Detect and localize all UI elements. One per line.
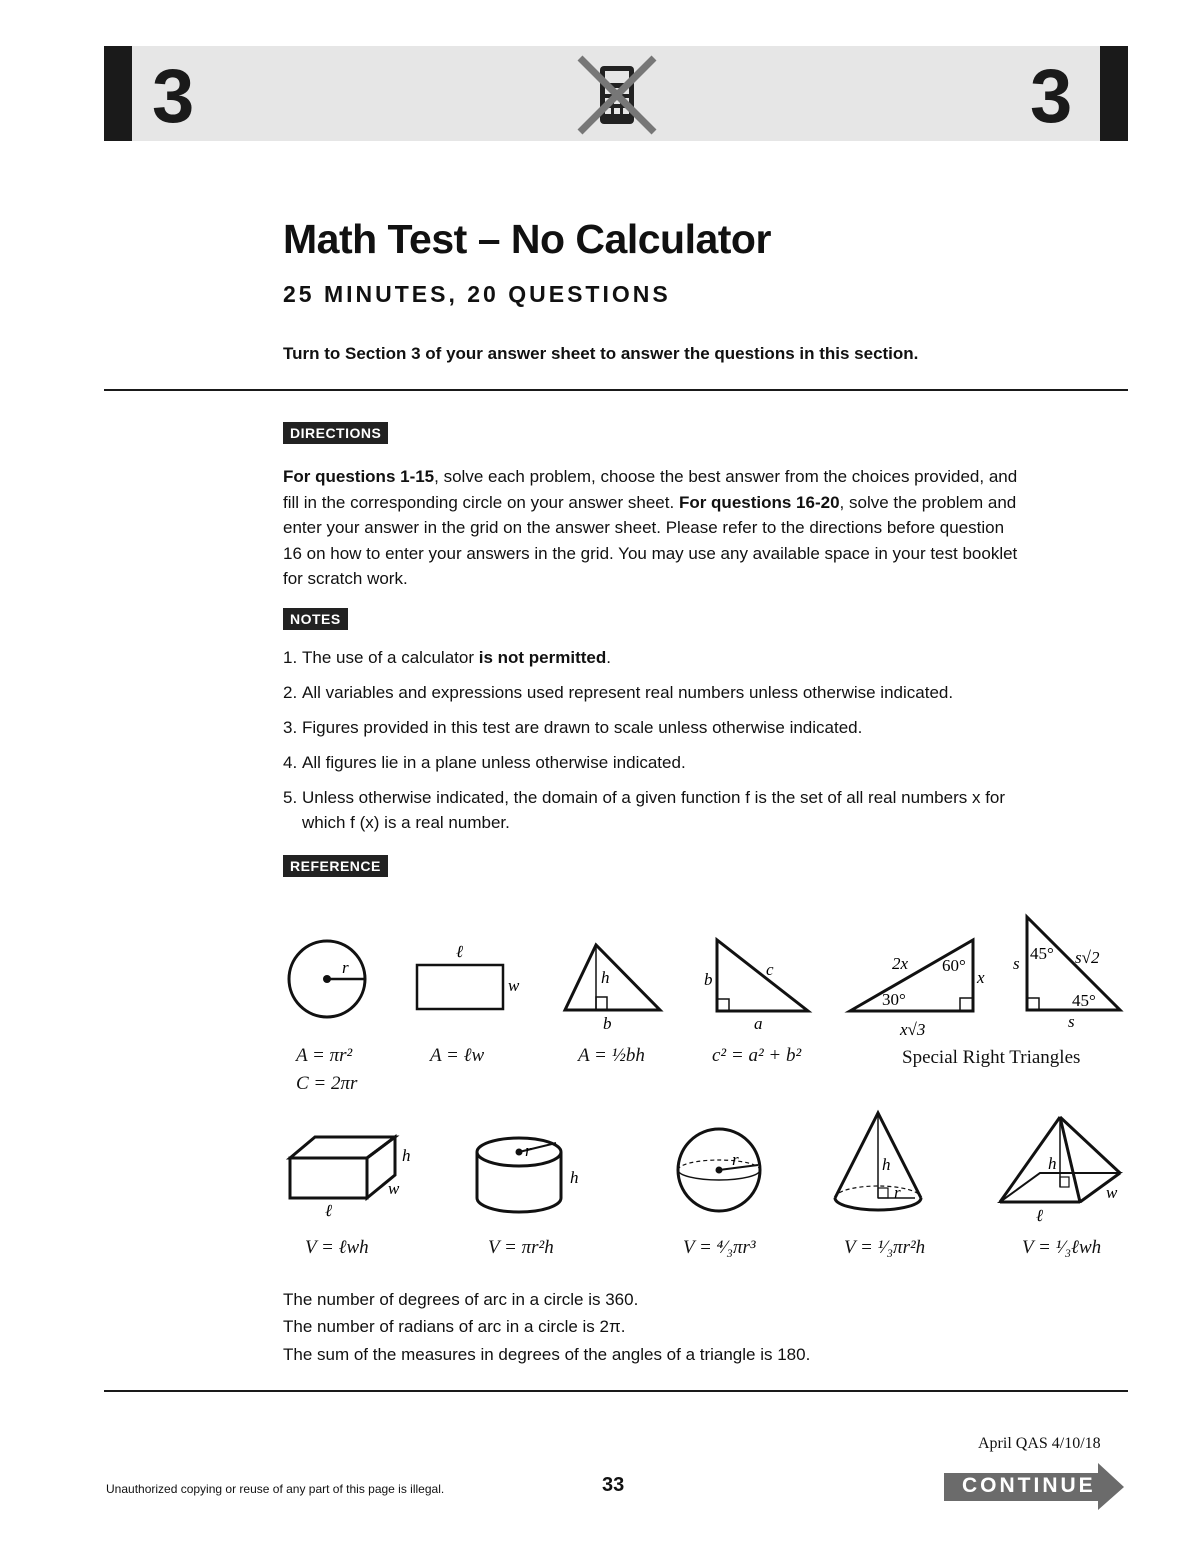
directions-text — [283, 464, 1023, 592]
formula-pythagorean: c² = a² + b² — [712, 1045, 802, 1066]
cyl-h-label: h — [570, 1168, 579, 1187]
pyr-h-label: h — [1048, 1154, 1057, 1173]
note-item-4 — [283, 750, 1083, 775]
note-item-5 — [283, 785, 1083, 835]
pyr-l-label: ℓ — [1036, 1206, 1044, 1225]
note-text: Figures provided in this test are drawn to scale unless otherwise indicated. — [302, 718, 863, 737]
fact-degrees: The number of degrees of arc in a circle is 360. — [283, 1290, 639, 1309]
directions-bold-2: For questions 16-20 — [678, 492, 840, 512]
label-x-root3: x√3 — [900, 1020, 926, 1039]
note-bold: is not permitted — [478, 648, 607, 667]
page-title: Math Test – No Calculator — [283, 216, 771, 262]
label-x: x — [977, 968, 985, 987]
section-header-right-bar — [1100, 46, 1128, 141]
formula-cylinder-volume: V = πr²h — [488, 1237, 554, 1258]
section-number-right: 3 — [1030, 54, 1073, 139]
sphere-figure — [678, 1129, 760, 1211]
label-2x: 2x — [892, 954, 909, 973]
right-triangle-figure — [704, 940, 808, 1033]
formula-rectangle-area: A = ℓw — [430, 1045, 485, 1066]
box-w-label: w — [388, 1179, 400, 1198]
reference-figures — [270, 905, 1150, 1285]
triangle-45-45-90-figure — [1013, 917, 1120, 1031]
rectangle-figure — [417, 942, 520, 1009]
note-text: Unless otherwise indicated, the domain of a given function f is the set of all real numbers x for — [302, 788, 1006, 807]
note-text-end: . — [606, 648, 611, 667]
note-number: 2. — [283, 683, 298, 702]
formula-box-volume: V = ℓwh — [305, 1237, 369, 1258]
fact-triangle-sum: The sum of the measures in degrees of the angles of a triangle is 180. — [283, 1345, 811, 1364]
triangle-figure — [565, 945, 660, 1033]
label-s-left: s — [1013, 954, 1020, 973]
page-subtitle: 25 MINUTES, 20 QUESTIONS — [283, 281, 671, 307]
cyl-r-label: r — [525, 1141, 532, 1160]
cylinder-figure — [477, 1138, 579, 1212]
note-item-3 — [283, 715, 1083, 740]
tri-h-label: h — [601, 968, 610, 987]
rt-a-label: a — [754, 1014, 763, 1033]
box-h-label: h — [402, 1146, 411, 1165]
tri-b-label: b — [603, 1014, 612, 1033]
page-number: 33 — [602, 1474, 625, 1496]
label-45deg-bottom: 45° — [1072, 991, 1096, 1010]
formula-pyramid-volume: V = ¹⁄₃ℓwh — [1022, 1237, 1102, 1258]
triangle-30-60-90-figure — [850, 940, 985, 1039]
directions-text-2: , solve the problem and enter your answer in the grid on the answer sheet. Please refer to the directions before question 16 on how to enter your answers in the grid. You may use any available space in your test booklet for scratch work. — [283, 492, 1018, 588]
reference-tag: REFERENCE — [283, 855, 388, 877]
calculator-prohibited-icon — [574, 54, 660, 138]
note-number: 5. — [283, 788, 298, 807]
formula-circle-circumference: C = 2πr — [296, 1073, 358, 1094]
divider-bottom — [104, 1390, 1128, 1392]
label-30deg: 30° — [882, 990, 906, 1009]
rect-l-label: ℓ — [456, 942, 464, 961]
note-text-continued: which f (x) is a real number. — [302, 813, 510, 832]
note-number: 4. — [283, 753, 298, 772]
rt-b-label: b — [704, 970, 713, 989]
rect-w-label: w — [508, 976, 520, 995]
sphere-r-label: r — [732, 1150, 739, 1169]
special-right-triangles-label: Special Right Triangles — [902, 1047, 1081, 1068]
test-code: April QAS 4/10/18 — [978, 1435, 1101, 1452]
label-60deg: 60° — [942, 956, 966, 975]
circle-r-label: r — [342, 958, 349, 977]
note-text: All figures lie in a plane unless otherwise indicated. — [302, 753, 686, 772]
pyr-w-label: w — [1106, 1183, 1118, 1202]
directions-tag: DIRECTIONS — [283, 422, 388, 444]
note-number: 3. — [283, 718, 298, 737]
divider-top — [104, 389, 1128, 391]
circle-figure — [289, 941, 365, 1017]
continue-label: CONTINUE — [962, 1474, 1096, 1497]
note-text: The use of a calculator — [302, 648, 479, 667]
cone-figure — [835, 1113, 921, 1210]
directions-bold-1: For questions 1-15 — [283, 467, 435, 486]
box-figure — [290, 1137, 411, 1220]
section-instruction: Turn to Section 3 of your answer sheet to answer the questions in this section. — [283, 344, 919, 363]
label-s-root2: s√2 — [1075, 948, 1100, 967]
formula-cone-volume: V = ¹⁄₃πr²h — [844, 1237, 926, 1258]
pyramid-figure — [1000, 1117, 1120, 1225]
label-45deg-top: 45° — [1030, 944, 1054, 963]
formula-sphere-volume: V = ⁴⁄₃πr³ — [683, 1237, 756, 1258]
formula-circle-area: A = πr² — [296, 1045, 353, 1066]
section-header-left-bar — [104, 46, 132, 141]
note-item-1 — [283, 645, 1083, 670]
copyright-notice: Unauthorized copying or reuse of any part of this page is illegal. — [106, 1482, 445, 1496]
note-number: 1. — [283, 648, 298, 667]
directions-text-1: , solve each problem, choose the best answer from the choices provided, and fill in the corresponding circle on your answer sheet. — [283, 467, 1018, 512]
note-text: All variables and expressions used represent real numbers unless otherwise indicated. — [302, 683, 954, 702]
box-l-label: ℓ — [325, 1201, 333, 1220]
cone-h-label: h — [882, 1155, 891, 1174]
fact-radians: The number of radians of arc in a circle is 2π. — [283, 1317, 626, 1336]
formula-triangle-area: A = ½bh — [578, 1045, 645, 1066]
notes-tag: NOTES — [283, 608, 348, 630]
cone-r-label: r — [894, 1183, 901, 1202]
section-number-left: 3 — [152, 54, 195, 139]
label-s-bottom: s — [1068, 1012, 1075, 1031]
rt-c-label: c — [766, 960, 774, 979]
note-item-2 — [283, 680, 1083, 705]
